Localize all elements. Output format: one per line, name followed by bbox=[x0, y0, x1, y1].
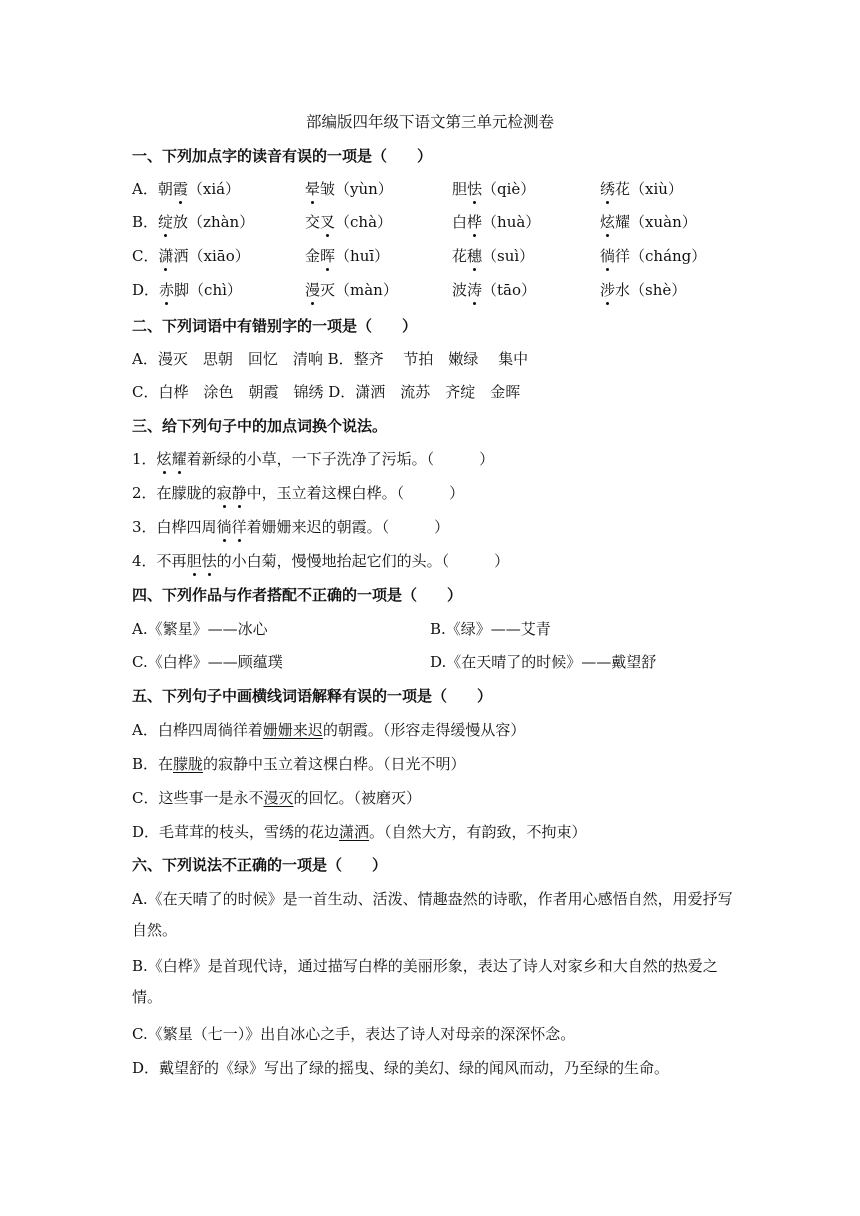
q1-option-word bbox=[305, 212, 392, 232]
option-text-after: 的寂静中玉立着这棵白桦。（日光不明） bbox=[203, 755, 466, 773]
dotted-char: 涛 bbox=[467, 281, 483, 299]
q4-option-a: A.《繁星》——冰心 bbox=[132, 620, 268, 638]
q1-option-word bbox=[132, 246, 250, 266]
dotted-char: 徉 bbox=[231, 518, 247, 536]
underlined-word: 潇洒 bbox=[339, 823, 370, 841]
item-text-after: 着新绿的小草，一下子洗净了污垢。（ ） bbox=[186, 450, 495, 468]
word-suffix: 洒（xiāo） bbox=[173, 247, 250, 265]
option-text-before: C．这些事一是永不 bbox=[132, 789, 264, 807]
word-prefix: 波 bbox=[452, 281, 468, 299]
dotted-char: 耀 bbox=[171, 450, 187, 468]
dotted-char: 赤 bbox=[159, 281, 175, 299]
q1-option-word bbox=[600, 246, 706, 266]
word-prefix: C． bbox=[132, 247, 159, 265]
word-suffix: （xiá） bbox=[187, 180, 241, 198]
item-text-after: 中，玉立着这棵白桦。（ ） bbox=[246, 484, 465, 502]
word-prefix: D． bbox=[132, 281, 160, 299]
word-suffix: 灭（màn） bbox=[320, 281, 398, 299]
dotted-char: 穗 bbox=[467, 247, 483, 265]
word-suffix: （suì） bbox=[482, 247, 535, 265]
q1-option-word bbox=[305, 280, 398, 300]
item-number: 4． bbox=[132, 552, 157, 570]
dotted-char: 静 bbox=[231, 484, 247, 502]
option-text-after: 。（自然大方，有韵致，不拘束） bbox=[369, 823, 587, 841]
underlined-word: 漫灭 bbox=[263, 789, 294, 807]
word-suffix: （tāo） bbox=[482, 281, 537, 299]
word-suffix: 皱（yùn） bbox=[320, 180, 393, 198]
q3-heading: 三、给下列句子中的加点词换个说法。 bbox=[132, 417, 388, 435]
item-text-before: 白桦四周 bbox=[156, 518, 217, 536]
q2-line-ab: A．漫灭 思朝 回忆 清响 B．整齐 节拍 嫩绿 集中 bbox=[132, 350, 529, 368]
dotted-char: 炫 bbox=[156, 450, 172, 468]
q4-option-d: D.《在天晴了的时候》——戴望舒 bbox=[430, 653, 657, 671]
word-suffix: 耀（xuàn） bbox=[615, 213, 697, 231]
dotted-char: 潇 bbox=[158, 247, 174, 265]
q2-heading: 二、下列词语中有错别字的一项是（ ） bbox=[132, 317, 418, 335]
page-title: 部编版四年级下语文第三单元检测卷 bbox=[305, 113, 554, 131]
q3-item bbox=[132, 483, 464, 503]
dotted-char: 徜 bbox=[216, 518, 232, 536]
dotted-word bbox=[187, 552, 217, 570]
q5-option bbox=[132, 788, 421, 808]
q4-option-b: B.《绿》——艾青 bbox=[430, 620, 551, 638]
item-number: 1． bbox=[132, 450, 157, 468]
dotted-char: 霞 bbox=[172, 180, 188, 198]
dotted-char: 漫 bbox=[305, 281, 321, 299]
word-suffix: （huī） bbox=[335, 247, 390, 265]
underlined-word: 姗姗来迟 bbox=[262, 721, 323, 739]
q6-option-d: D．戴望舒的《绿》写出了绿的摇曳、绿的美幻、绿的闻风而动，乃至绿的生命。 bbox=[132, 1059, 670, 1077]
q5-option bbox=[132, 822, 587, 842]
word-suffix: （huà） bbox=[482, 213, 541, 231]
dotted-word bbox=[217, 484, 247, 502]
q5-option bbox=[132, 720, 525, 740]
word-suffix: 花（xiù） bbox=[615, 180, 683, 198]
dotted-char: 晕 bbox=[305, 180, 321, 198]
q6-option-b: B.《白桦》是首现代诗，通过描写白桦的美丽形象，表达了诗人对家乡和大自然的热爱之情。 bbox=[132, 957, 718, 1006]
word-prefix: 白 bbox=[452, 213, 468, 231]
dotted-char: 晖 bbox=[320, 247, 336, 265]
dotted-char: 桦 bbox=[467, 213, 483, 231]
q4-heading: 四、下列作品与作者搭配不正确的一项是（ ） bbox=[132, 586, 463, 604]
dotted-char: 叉 bbox=[320, 213, 336, 231]
word-suffix: 水（shè） bbox=[615, 281, 687, 299]
option-text-before: A．白桦四周徜徉着 bbox=[132, 721, 263, 739]
option-text-after: 的朝霞。（形容走得缓慢从容） bbox=[322, 721, 526, 739]
q1-option-word bbox=[600, 179, 683, 199]
q1-option-word bbox=[452, 280, 536, 300]
dotted-char: 怯 bbox=[201, 552, 217, 570]
item-text-after: 着姗姗来迟的朝霞。（ ） bbox=[246, 518, 450, 536]
dotted-char: 涉 bbox=[600, 281, 616, 299]
item-text-after: 的小白菊，慢慢地抬起它们的头。（ ） bbox=[216, 552, 510, 570]
q1-option-word bbox=[600, 212, 697, 232]
q1-option-word bbox=[305, 179, 393, 199]
q3-item bbox=[132, 551, 509, 571]
item-number: 3． bbox=[132, 518, 157, 536]
q1-option-word bbox=[452, 246, 534, 266]
dotted-char: 徜 bbox=[600, 247, 616, 265]
item-text-before: 不再 bbox=[156, 552, 187, 570]
dotted-char: 怯 bbox=[467, 180, 483, 198]
word-prefix: 花 bbox=[452, 247, 468, 265]
q6-option-a: A.《在天晴了的时候》是一首生动、活泼、情趣盎然的诗歌，作者用心感悟自然，用爱抒写自然。 bbox=[132, 890, 733, 939]
word-suffix: 脚（chì） bbox=[174, 281, 242, 299]
dotted-char: 绣 bbox=[600, 180, 616, 198]
word-prefix: 胆 bbox=[452, 180, 468, 198]
q1-option-word bbox=[452, 179, 535, 199]
word-suffix: 放（zhàn） bbox=[173, 213, 255, 231]
word-prefix: A．朝 bbox=[132, 180, 173, 198]
q1-option-word bbox=[305, 246, 389, 266]
q3-item bbox=[132, 449, 494, 469]
q5-option bbox=[132, 754, 466, 774]
item-text-before: 在朦胧的 bbox=[156, 484, 217, 502]
q2-line-cd: C．白桦 涂色 朝霞 锦绣 D．潇洒 流苏 齐绽 金晖 bbox=[132, 383, 521, 401]
q1-option-word bbox=[132, 179, 240, 199]
item-number: 2． bbox=[132, 484, 157, 502]
dotted-char: 寂 bbox=[216, 484, 232, 502]
word-prefix: B． bbox=[132, 213, 159, 231]
q6-heading: 六、下列说法不正确的一项是（ ） bbox=[132, 856, 388, 874]
option-text-after: 的回忆。（被磨灭） bbox=[293, 789, 422, 807]
word-suffix: （chà） bbox=[335, 213, 393, 231]
word-prefix: 交 bbox=[305, 213, 321, 231]
q6-option-c: C.《繁星（七一）》出自冰心之手，表达了诗人对母亲的深深怀念。 bbox=[132, 1025, 576, 1043]
dotted-char: 胆 bbox=[186, 552, 202, 570]
underlined-word: 朦胧 bbox=[173, 755, 204, 773]
option-text-before: D．毛茸茸的枝头，雪绣的花边 bbox=[132, 823, 340, 841]
dotted-word bbox=[157, 450, 187, 468]
q1-option-word bbox=[600, 280, 686, 300]
q3-item bbox=[132, 517, 449, 537]
q1-option-word bbox=[132, 280, 242, 300]
word-suffix: （qiè） bbox=[482, 180, 536, 198]
word-suffix: 徉（cháng） bbox=[615, 247, 707, 265]
word-prefix: 金 bbox=[305, 247, 321, 265]
q1-option-word bbox=[132, 212, 254, 232]
q1-option-word bbox=[452, 212, 540, 232]
q4-option-c: C.《白桦》——顾蕴璞 bbox=[132, 653, 283, 671]
dotted-char: 炫 bbox=[600, 213, 616, 231]
q5-heading: 五、下列句子中画横线词语解释有误的一项是（ ） bbox=[132, 687, 493, 705]
dotted-word bbox=[217, 518, 247, 536]
option-text-before: B．在 bbox=[132, 755, 174, 773]
dotted-char: 绽 bbox=[158, 213, 174, 231]
q1-heading: 一、下列加点字的读音有误的一项是（ ） bbox=[132, 147, 433, 165]
